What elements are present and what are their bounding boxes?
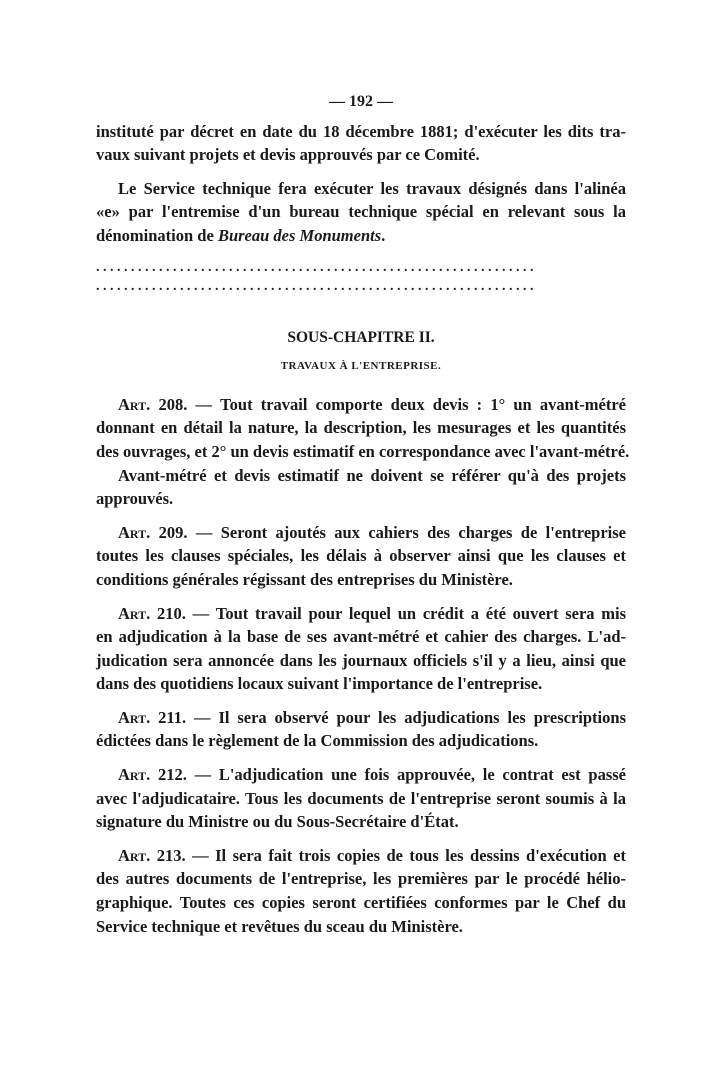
article-label: Art. 211. — <box>118 707 219 727</box>
paragraph-intro-2 <box>96 177 626 248</box>
page-number: — 192 — <box>329 93 393 110</box>
text-line: conditions générales régissant des entreprises du Ministère. <box>96 569 513 589</box>
article-209 <box>96 521 626 592</box>
text-line: avec l'adjudicataire. Tous les documents de l'entreprise seront soumis à la <box>96 788 626 808</box>
text-line <box>96 602 626 626</box>
text: . <box>381 225 386 245</box>
article-208 <box>96 393 630 511</box>
ellipsis-row: . . . . . . . . . . . . . . . . . . . . . . . . . . . . . . . . . . . . . . . . . . . . . . . . . . . . . . . . . . . . . . . <box>96 259 534 275</box>
text-line <box>96 224 626 248</box>
paragraph-intro-1 <box>96 120 626 167</box>
chapter-title: SOUS-CHAPITRE II. <box>287 328 435 346</box>
text-line: Le Service technique fera exécuter les travaux désignés dans l'alinéa <box>118 178 626 198</box>
text: Il sera observé pour les adjudications les prescriptions <box>218 707 626 727</box>
text-line <box>96 844 626 868</box>
text: Il sera fait trois copies de tous les dessins d'exécution et <box>215 845 626 865</box>
text-line: édictées dans le règlement de la Commission des adjudications. <box>96 731 539 751</box>
article-label: Art. 213. — <box>118 845 216 865</box>
article-label: Art. 212. — <box>118 765 219 785</box>
text-line <box>96 521 626 545</box>
text-line: «e» par l'entremise d'un bureau technique spécial en relevant sous la <box>96 202 626 222</box>
text: Tout travail comporte deux devis : 1° un avant-métré <box>220 394 626 414</box>
text: dénomination de <box>96 225 218 245</box>
text-line <box>96 706 626 730</box>
article-label: Art. 210. — <box>118 603 216 623</box>
text-line: dans des quotidiens locaux suivant l'importance de l'entreprise. <box>96 674 543 694</box>
text-line: judication sera annoncée dans les journaux officiels s'il y a lieu, ainsi que <box>96 650 626 670</box>
article-211 <box>96 706 626 753</box>
text-line: approuvés. <box>96 489 174 509</box>
italic-term: Bureau des Monuments <box>217 225 382 245</box>
article-212 <box>96 763 626 834</box>
text-line <box>96 393 626 417</box>
text-line: instituté par décret en date du 18 décembre 1881; d'exécuter les dits tra- <box>96 121 626 141</box>
text-line: signature du Ministre ou du Sous-Secrétaire d'État. <box>96 812 459 832</box>
text-line: toutes les clauses spéciales, les délais à observer ainsi que les clauses et <box>96 546 626 566</box>
text-line: Service technique et revêtues du sceau du Ministère. <box>96 916 463 936</box>
text-line: vaux suivant projets et devis approuvés par ce Comité. <box>96 145 480 165</box>
text-line: graphique. Toutes ces copies seront certifiées conformes par le Chef du <box>96 893 626 913</box>
text: L'adjudication une fois approuvée, le contrat est passé <box>218 765 626 785</box>
text-line: donnant en détail la nature, la description, les mesurages et les quantités <box>96 418 626 438</box>
page-body <box>96 90 630 948</box>
article-label: Art. 209. — <box>118 522 221 542</box>
text-line: des autres documents de l'entreprise, les premières par le procédé hélio- <box>96 869 626 889</box>
text: Seront ajoutés aux cahiers des charges de l'entreprise <box>220 522 626 542</box>
chapter-subtitle: TRAVAUX À L'ENTREPRISE. <box>280 360 442 373</box>
text: Tout travail pour lequel un crédit a été ouvert sera mis <box>215 603 626 623</box>
text-line: Avant-métré et devis estimatif ne doivent se référer qu'à des projets <box>118 465 626 485</box>
article-210 <box>96 602 626 696</box>
article-213 <box>96 844 626 938</box>
text-line: des ouvrages, et 2° un devis estimatif en correspondance avec l'avant-métré. <box>96 441 630 461</box>
ellipsis-row: . . . . . . . . . . . . . . . . . . . . . . . . . . . . . . . . . . . . . . . . . . . . . . . . . . . . . . . . . . . . . . . <box>96 278 534 294</box>
text-line: en adjudication à la base de ses avant-métré et cahier des charges. L'ad- <box>96 627 626 647</box>
text-line <box>96 763 626 787</box>
article-label: Art. 208. — <box>118 394 221 414</box>
